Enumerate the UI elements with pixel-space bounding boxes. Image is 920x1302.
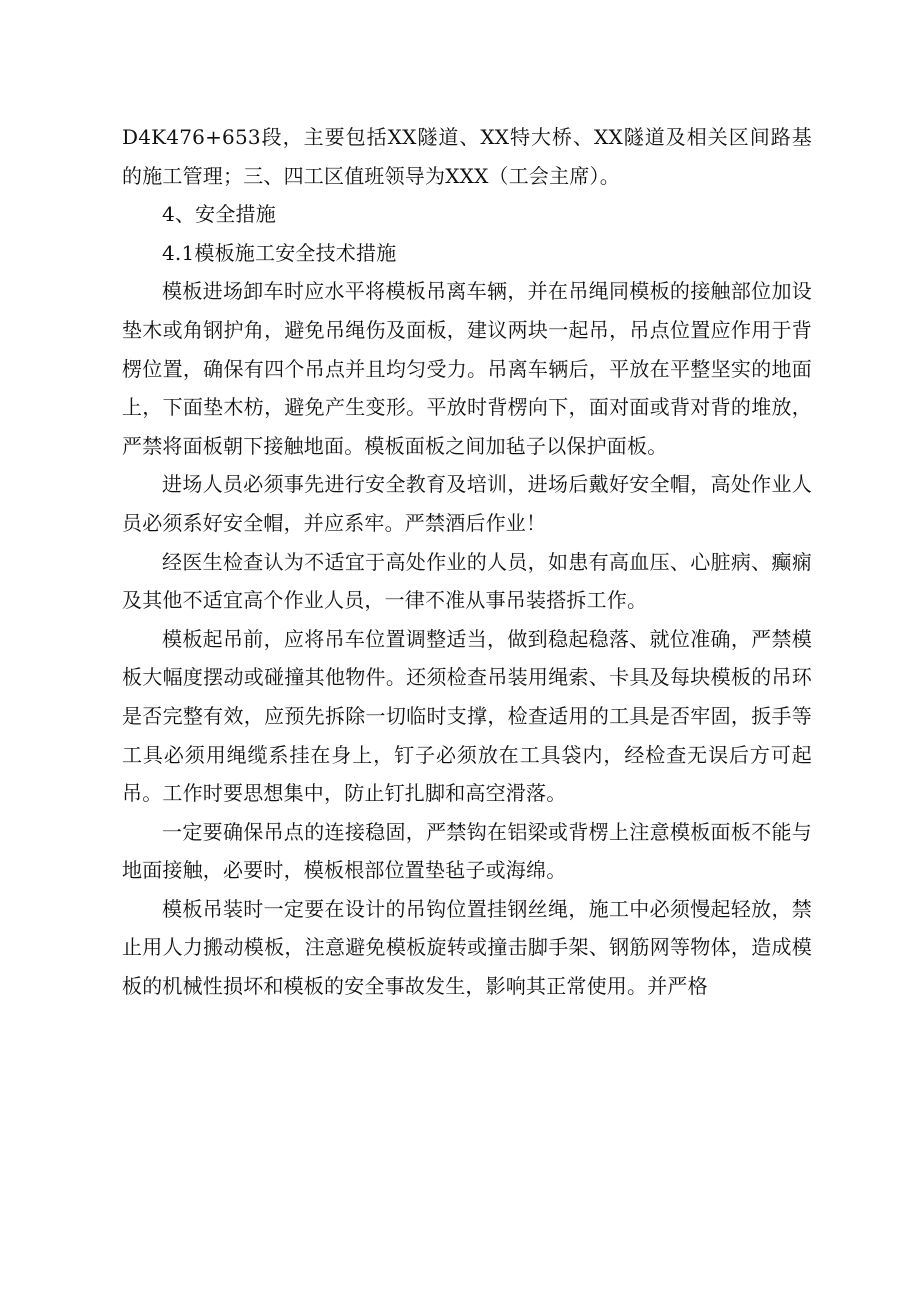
paragraph-hoisting-procedure: 模板吊装时一定要在设计的吊钩位置挂钢丝绳，施工中必须慢起轻放，禁止用人力搬动模板，注意避免模板旋转或撞击脚手架、钢筋网等物体，造成模板的机械性损坏和模板的安全事故发生，影响其正常使用。并严格 — [122, 896, 812, 999]
paragraph-continuation: D4K476+653段，主要包括XX隧道、XX特大桥、XX隧道及相关区间路基的施工管理；三、四工区值班领导为XXX（工会主席）。 — [122, 125, 812, 188]
section-heading-safety-measures: 4、安全措施 — [162, 202, 276, 227]
paragraph-lifting-point-connection: 一定要确保吊点的连接稳固，严禁钩在铝梁或背楞上注意模板面板不能与地面接触，必要时，模板根部位置垫毡子或海绵。 — [122, 819, 812, 883]
paragraph-safety-training: 进场人员必须事先进行安全教育及培训，进场后戴好安全帽，高处作业人员必须系好安全帽，并应系牢。严禁酒后作业！ — [122, 472, 812, 535]
paragraph-lifting-preparation: 模板起吊前，应将吊车位置调整适当，做到稳起稳落、就位准确，严禁模板大幅度摆动或碰撞其他物件。还须检查吊装用绳索、卡具及每块模板的吊环是否完整有效，应预先拆除一切临时支撑，检查适用的工具是否牢固，扳手等工具必须用绳缆系挂在身上，钉子必须放在工具袋内，经检查无误后方可起吊。工作时要思想集中，防止钉扎脚和高空滑落。 — [122, 626, 812, 806]
subsection-heading-formwork-safety: 4.1模板施工安全技术措施 — [162, 240, 397, 265]
paragraph-medical-fitness: 经医生检查认为不适宜于高处作业的人员，如患有高血压、心脏病、癫痫及其他不适宜高个作业人员，一律不准从事吊装搭拆工作。 — [122, 549, 812, 613]
document-body — [122, 118, 812, 1006]
paragraph-formwork-unloading: 模板进场卸车时应水平将模板吊离车辆，并在吊绳同模板的接触部位加设垫木或角钢护角，避免吊绳伤及面板，建议两块一起吊，吊点位置应作用于背楞位置，确保有四个吊点并且均匀受力。吊离车辆后，平放在平整坚实的地面上，下面垫木枋，避免产生变形。平放时背楞向下，面对面或背对背的堆放，严禁将面板朝下接触地面。模板面板之间加毡子以保护面板。 — [122, 279, 812, 458]
